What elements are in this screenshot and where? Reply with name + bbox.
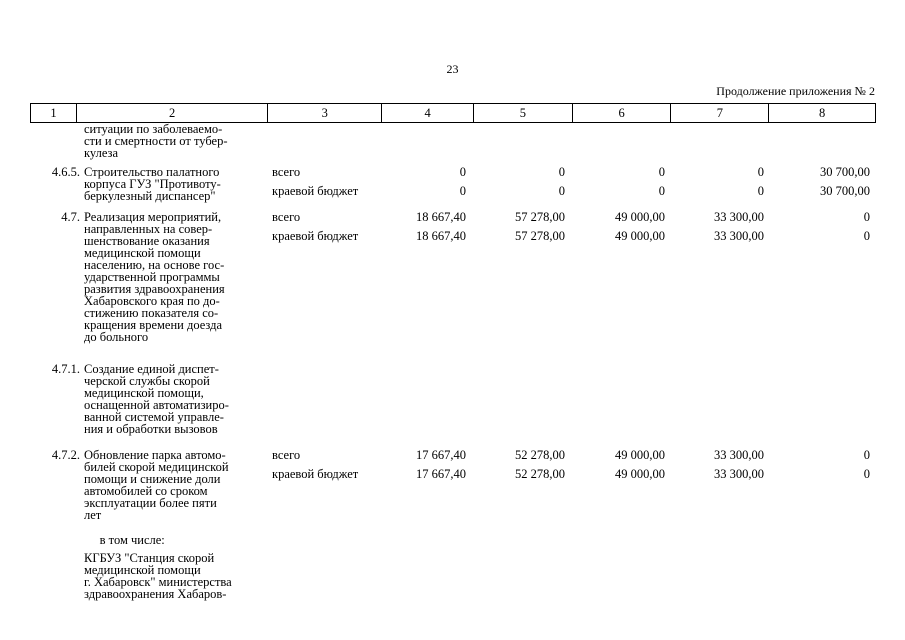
header-col-4: 4 <box>382 104 474 122</box>
table-row <box>30 211 876 363</box>
header-col-1: 1 <box>31 104 77 122</box>
value-col-7 <box>670 211 764 249</box>
value: 0 <box>558 165 565 179</box>
description-line: Обновление парка автомо- <box>84 448 226 462</box>
header-col-6: 6 <box>573 104 672 122</box>
description-line: ударственной программы <box>84 270 220 284</box>
description-line: развития здравоохранения <box>84 282 225 296</box>
description-line: ситуации по заболеваемо- <box>84 122 223 136</box>
value-col-6 <box>570 449 665 487</box>
row-description <box>84 552 274 600</box>
description-line: оснащенной автоматизиро- <box>84 398 229 412</box>
description-line: направленных на совер- <box>84 222 213 236</box>
value-col-7 <box>670 449 764 487</box>
description-line: кращения времени доезда <box>84 318 223 332</box>
value: 17 667,40 <box>416 467 466 481</box>
description-line: кулеза <box>84 146 119 160</box>
table-body <box>30 123 876 612</box>
value: 49 000,00 <box>615 210 665 224</box>
value: 52 278,00 <box>515 448 565 462</box>
description-line: КГБУЗ "Станция скорой <box>84 551 215 565</box>
description-line: медицинской помощи <box>84 563 201 577</box>
value: 0 <box>558 184 565 198</box>
value-col-4 <box>380 211 466 249</box>
table-row <box>30 534 876 552</box>
value: 49 000,00 <box>615 229 665 243</box>
row-description <box>84 449 274 521</box>
subtotal-label: в том числе: <box>84 533 165 547</box>
value-col-8 <box>770 211 870 249</box>
description-line: медицинской помощи <box>84 246 201 260</box>
value: 30 700,00 <box>820 165 870 179</box>
description-line: билей скорой медицинской <box>84 460 229 474</box>
value: 30 700,00 <box>820 184 870 198</box>
description-line: здравоохранения Хабаров- <box>84 587 227 601</box>
budget-source <box>272 211 386 249</box>
budget-line: всего <box>272 165 301 179</box>
description-line: Реализация мероприятий, <box>84 210 222 224</box>
table-row <box>30 123 876 166</box>
value: 57 278,00 <box>515 229 565 243</box>
value: 33 300,00 <box>714 467 764 481</box>
value: 49 000,00 <box>615 467 665 481</box>
header-col-8: 8 <box>819 106 826 120</box>
value: 0 <box>863 229 870 243</box>
description-line: беркулезный диспансер" <box>84 189 216 203</box>
header-col-5: 5 <box>474 104 573 122</box>
description-line: корпуса ГУЗ "Противоту- <box>84 177 221 191</box>
budget-source <box>272 166 386 204</box>
description-line: населению, на основе гос- <box>84 258 225 272</box>
description-line: эксплуатации более пяти <box>84 496 217 510</box>
value: 0 <box>757 165 764 179</box>
row-number: 4.7.2. <box>51 448 80 462</box>
row-number: 4.7.1. <box>51 362 80 376</box>
row-description <box>84 363 274 435</box>
value-col-5 <box>470 449 565 487</box>
row-description <box>84 211 274 343</box>
value-col-5 <box>470 211 565 249</box>
description-line: стижению показателя со- <box>84 306 219 320</box>
budget-line: краевой бюджет <box>272 467 359 481</box>
row-description <box>84 123 274 159</box>
table-header <box>30 103 876 123</box>
description-line: шенствование оказания <box>84 234 210 248</box>
value-col-8 <box>770 166 870 204</box>
row-number: 4.7. <box>61 210 80 224</box>
value: 33 300,00 <box>714 210 764 224</box>
row-number: 4.6.5. <box>51 165 80 179</box>
description-line: ванной системой управле- <box>84 410 224 424</box>
table-row <box>30 552 876 612</box>
value: 33 300,00 <box>714 448 764 462</box>
budget-line: всего <box>272 448 301 462</box>
appendix-continuation-label: Продолжение приложения № 2 <box>716 84 875 98</box>
value: 0 <box>863 467 870 481</box>
description-line: сти и смертности от тубер- <box>84 134 228 148</box>
description-line: медицинской помощи, <box>84 386 204 400</box>
value: 0 <box>757 184 764 198</box>
value: 0 <box>863 448 870 462</box>
header-col-7: 7 <box>671 104 769 122</box>
header-col-3: 3 <box>268 104 382 122</box>
description-line: ния и обработки вызовов <box>84 422 218 436</box>
value-col-6 <box>570 211 665 249</box>
description-line: автомобилей со сроком <box>84 484 208 498</box>
value: 0 <box>863 210 870 224</box>
table-row <box>30 363 876 449</box>
description-line: Создание единой диспет- <box>84 362 219 376</box>
row-description <box>84 166 274 202</box>
description-line: лет <box>84 508 102 522</box>
value: 18 667,40 <box>416 210 466 224</box>
value: 18 667,40 <box>416 229 466 243</box>
description-line: г. Хабаровск" министерства <box>84 575 232 589</box>
value: 0 <box>459 184 466 198</box>
value: 0 <box>658 165 665 179</box>
description-line: помощи и снижение доли <box>84 472 221 486</box>
budget-source <box>272 449 386 487</box>
table-row <box>30 449 876 534</box>
description-line: Строительство палатного <box>84 165 220 179</box>
value-col-4 <box>380 449 466 487</box>
description-line: до больного <box>84 330 149 344</box>
page-number: 23 <box>446 62 459 76</box>
value: 57 278,00 <box>515 210 565 224</box>
value-col-5 <box>470 166 565 204</box>
value-col-7 <box>670 166 764 204</box>
table-row <box>30 166 876 211</box>
value-col-4 <box>380 166 466 204</box>
value-col-6 <box>570 166 665 204</box>
value-col-8 <box>770 449 870 487</box>
value: 49 000,00 <box>615 448 665 462</box>
budget-line: всего <box>272 210 301 224</box>
value: 17 667,40 <box>416 448 466 462</box>
value: 52 278,00 <box>515 467 565 481</box>
description-line: Хабаровского края по до- <box>84 294 220 308</box>
value: 33 300,00 <box>714 229 764 243</box>
description-line: черской службы скорой <box>84 374 210 388</box>
value: 0 <box>459 165 466 179</box>
budget-line: краевой бюджет <box>272 229 359 243</box>
header-col-2: 2 <box>77 104 269 122</box>
value: 0 <box>658 184 665 198</box>
budget-line: краевой бюджет <box>272 184 359 198</box>
